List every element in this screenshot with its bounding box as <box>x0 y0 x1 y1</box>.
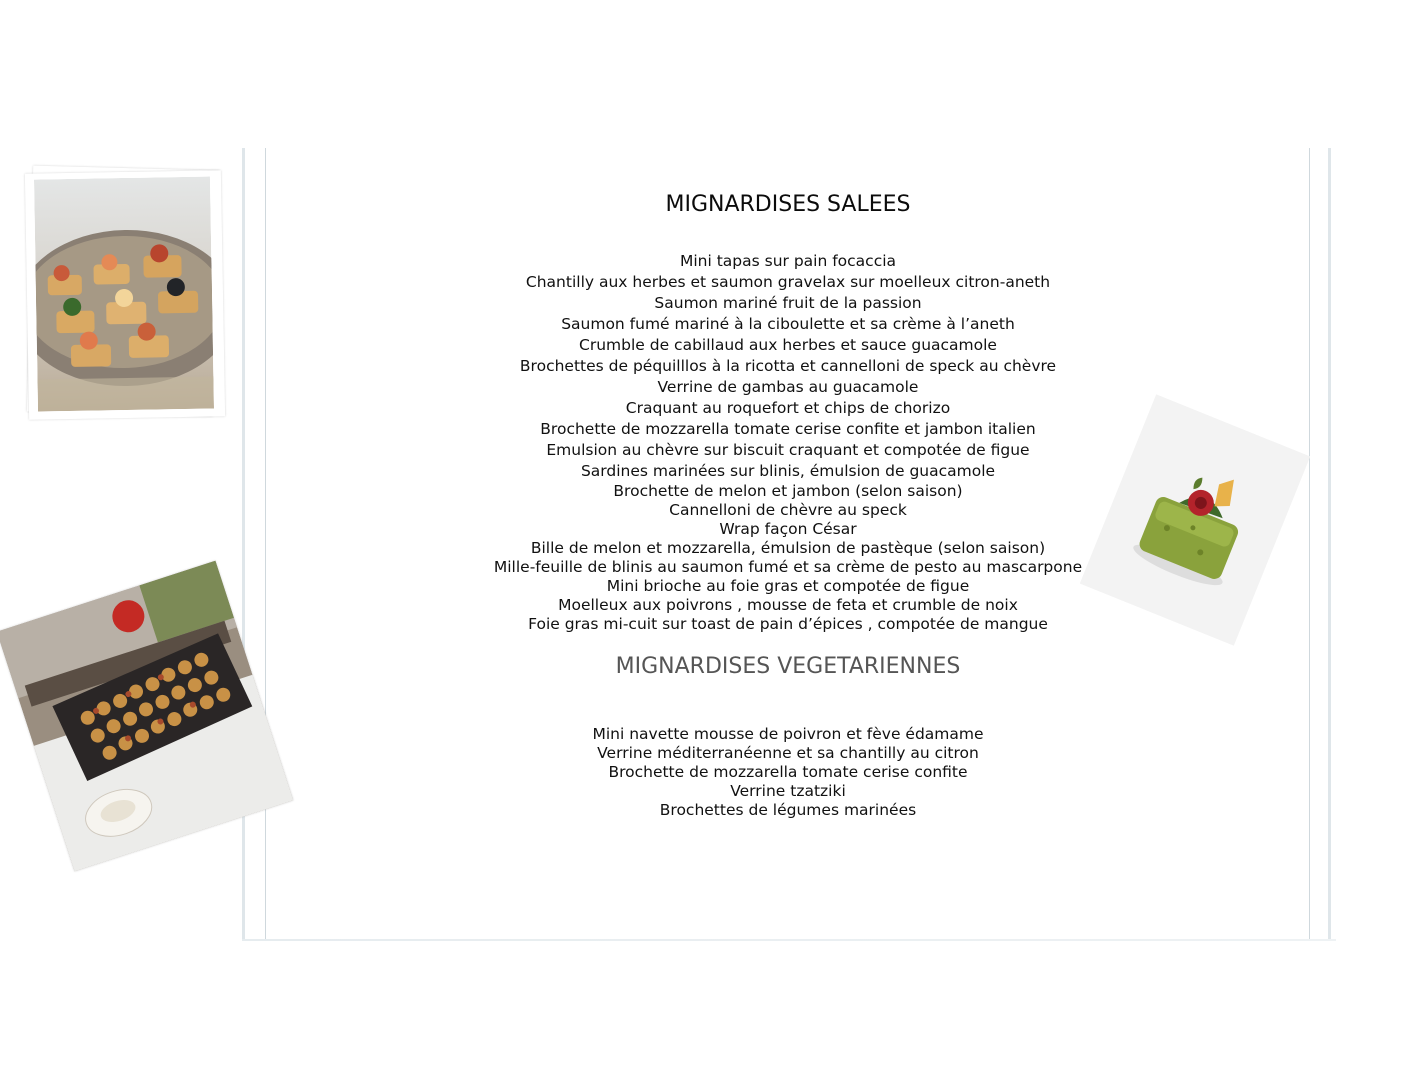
list-item: Verrine de gambas au guacamole <box>657 378 919 396</box>
frame-rail-left-inner <box>265 148 266 940</box>
section-title-vegetariennes: MIGNARDISES VEGETARIENNES <box>615 654 961 679</box>
list-item: Bille de melon et mozzarella, émulsion de pastèque (selon saison) <box>530 539 1046 557</box>
frame-rail-right-inner <box>1309 148 1310 940</box>
buffet-photo-frame <box>0 561 293 872</box>
list-item: Saumon fumé mariné à la ciboulette et sa crème à l’aneth <box>561 315 1015 333</box>
tapas-platter-photo <box>34 176 214 411</box>
list-item: Emulsion au chèvre sur biscuit craquant et compotée de figue <box>546 441 1030 459</box>
list-item: Craquant au roquefort et chips de chorizo <box>625 399 951 417</box>
list-item: Mini brioche au foie gras et compotée de figue <box>606 577 970 595</box>
list-item: Brochettes de péquilllos à la ricotta et cannelloni de speck au chèvre <box>519 357 1057 375</box>
buffet-tray-photo <box>0 561 293 872</box>
list-item: Foie gras mi-cuit sur toast de pain d’épices , compotée de mangue <box>528 615 1048 633</box>
list-item: Sardines marinées sur blinis, émulsion de guacamole <box>580 462 996 480</box>
list-item: Brochettes de légumes marinées <box>659 801 917 819</box>
buffet-tray-image <box>0 561 293 872</box>
menu-list-salees <box>360 251 1216 634</box>
list-item: Wrap façon César <box>719 520 857 538</box>
tapas-platter-image <box>34 176 214 411</box>
list-item: Brochette de melon et jambon (selon saison) <box>613 482 963 500</box>
frame-rail-bottom <box>242 939 1336 941</box>
frame-rail-left-outer <box>242 148 245 940</box>
list-item: Mini tapas sur pain focaccia <box>679 252 897 270</box>
tapas-photo-frame <box>25 170 225 419</box>
list-item: Saumon mariné fruit de la passion <box>654 294 922 312</box>
list-item: Brochette de mozzarella tomate cerise confite <box>608 763 968 781</box>
list-item: Verrine méditerranéenne et sa chantilly au citron <box>597 744 979 762</box>
list-item: Verrine tzatziki <box>730 782 846 800</box>
section-title-salees: MIGNARDISES SALEES <box>665 192 911 217</box>
list-item: Cannelloni de chèvre au speck <box>669 501 907 519</box>
frame-rail-right-outer <box>1328 148 1331 940</box>
list-item: Moelleux aux poivrons , mousse de feta et crumble de noix <box>558 596 1018 614</box>
menu-list-vegetariennes <box>360 725 1216 820</box>
list-item: Mini navette mousse de poivron et fève édamame <box>592 725 984 743</box>
list-item: Mille-feuille de blinis au saumon fumé et sa crème de pesto au mascarpone <box>493 558 1083 576</box>
list-item: Brochette de mozzarella tomate cerise confite et jambon italien <box>540 420 1036 438</box>
list-item: Chantilly aux herbes et saumon gravelax sur moelleux citron-aneth <box>525 273 1051 291</box>
list-item: Crumble de cabillaud aux herbes et sauce guacamole <box>579 336 997 354</box>
